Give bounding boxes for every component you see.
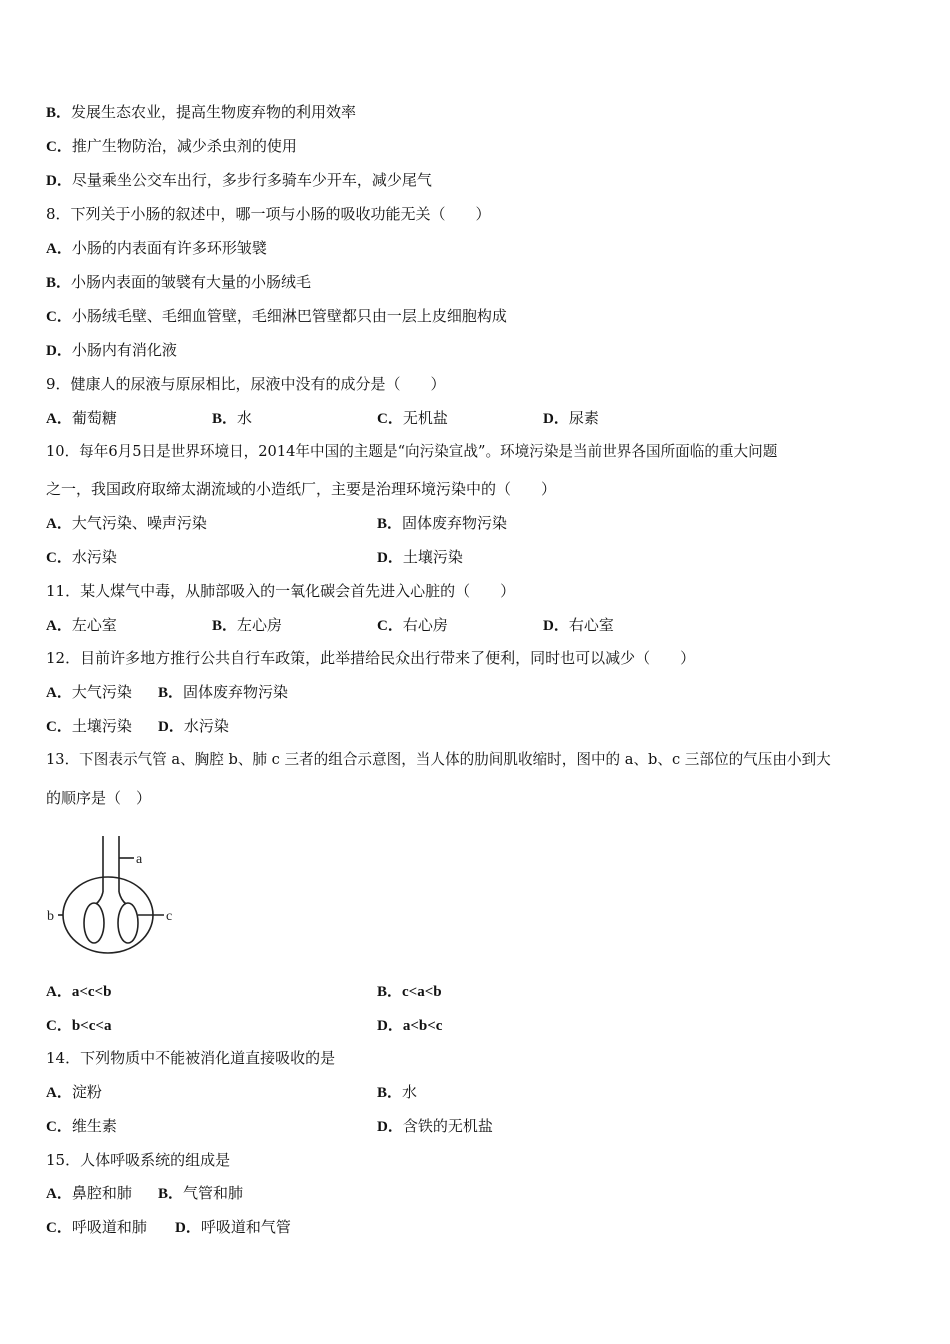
- q13-option-c: C．b<c<a: [46, 1018, 112, 1034]
- q15-option-d: D．呼吸道和气管: [175, 1218, 291, 1236]
- q11-stem: 11．某人煤气中毒，从肺部吸入的一氧化碳会首先进入心脏的（ ）: [46, 582, 516, 600]
- q8-option-c: C．小肠绒毛壁、毛细血管壁，毛细淋巴管壁都只由一层上皮细胞构成: [46, 307, 507, 325]
- q12-stem: 12．目前许多地方推行公共自行车政策，此举措给民众出行带来了便利，同时也可以减少（ ）: [46, 649, 696, 667]
- q10-option-d: D．土壤污染: [377, 548, 463, 566]
- q11-option-d: D．右心室: [543, 616, 614, 634]
- q12-option-b: B．固体废弃物污染: [158, 683, 289, 701]
- left-bronchus: [96, 892, 103, 904]
- q11-option-a: A．左心室: [46, 616, 117, 634]
- q13-option-b: B．c<a<b: [377, 984, 442, 1000]
- q14-option-d: D．含铁的无机盐: [377, 1117, 493, 1135]
- q9-option-d: D．尿素: [543, 409, 599, 427]
- q10-option-b: B．固体废弃物污染: [377, 514, 508, 532]
- right-bronchus: [119, 892, 126, 904]
- q9-option-c: C．无机盐: [377, 409, 448, 427]
- q15-option-b: B．气管和肺: [158, 1184, 244, 1202]
- q10-stem-line2: 之一，我国政府取缔太湖流域的小造纸厂，主要是治理环境污染中的（ ）: [46, 480, 557, 498]
- q7-option-d: D．尽量乘坐公交车出行，多步行多骑车少开车，减少尾气: [46, 171, 432, 189]
- q10-option-a: A．大气污染、噪声污染: [46, 514, 207, 532]
- q11-option-c: C．右心房: [377, 616, 448, 634]
- label-c: c: [166, 909, 173, 924]
- right-lung: [118, 903, 138, 943]
- label-a: a: [136, 852, 143, 867]
- q9-stem: 9．健康人的尿液与原尿相比，尿液中没有的成分是（ ）: [46, 375, 446, 393]
- q13-stem-line2: 的顺序是（ ）: [46, 789, 152, 807]
- q14-option-a: A．淀粉: [46, 1083, 102, 1101]
- q13-stem-line1: 13．下图表示气管 a、胸腔 b、肺 c 三者的组合示意图，当人体的肋间肌收缩时，图中的 a、b、c 三部位的气压由小到大: [46, 751, 831, 768]
- q9-option-a: A．葡萄糖: [46, 409, 117, 427]
- q9-option-b: B．水: [212, 409, 253, 427]
- q10-stem-line1: 10．每年6月5日是世界环境日，2014年中国的主题是“向污染宣战”。环境污染是当前世界各国所面临的重大问题: [46, 443, 778, 460]
- q8-option-b: B．小肠内表面的皱襞有大量的小肠绒毛: [46, 273, 312, 291]
- q14-option-b: B．水: [377, 1083, 418, 1101]
- q15-stem: 15．人体呼吸系统的组成是: [46, 1151, 231, 1169]
- respiratory-diagram: [46, 832, 186, 960]
- q8-option-a: A．小肠的内表面有许多环形皱襞: [46, 239, 267, 257]
- q8-stem: 8．下列关于小肠的叙述中，哪一项与小肠的吸收功能无关（ ）: [46, 205, 491, 223]
- q11-option-b: B．左心房: [212, 616, 283, 634]
- q12-option-d: D．水污染: [158, 717, 229, 735]
- q14-stem: 14．下列物质中不能被消化道直接吸收的是: [46, 1049, 336, 1067]
- q10-option-c: C．水污染: [46, 548, 117, 566]
- q12-option-a: A．大气污染: [46, 683, 132, 701]
- q12-option-c: C．土壤污染: [46, 717, 132, 735]
- label-b: b: [47, 909, 54, 924]
- q13-option-a: A．a<c<b: [46, 984, 112, 1000]
- q7-option-c: C．推广生物防治，减少杀虫剂的使用: [46, 137, 297, 155]
- q14-option-c: C．维生素: [46, 1117, 117, 1135]
- q15-option-a: A．鼻腔和肺: [46, 1184, 132, 1202]
- q13-option-d: D．a<b<c: [377, 1018, 443, 1034]
- q7-option-b: B．发展生态农业，提高生物废弃物的利用效率: [46, 103, 357, 121]
- q8-option-d: D．小肠内有消化液: [46, 341, 177, 359]
- left-lung: [84, 903, 104, 943]
- q15-option-c: C．呼吸道和肺: [46, 1218, 147, 1236]
